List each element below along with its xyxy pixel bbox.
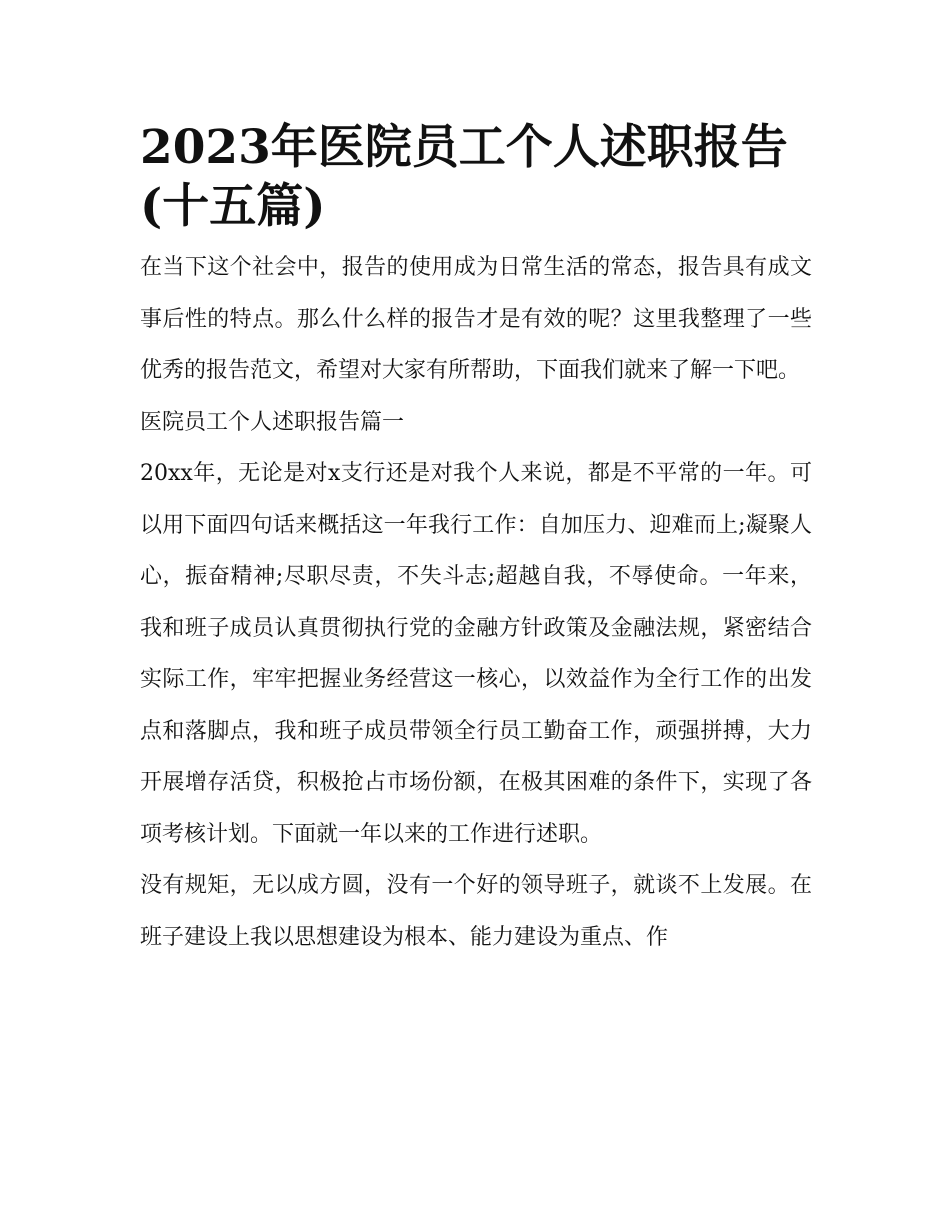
document-title: 2023年医院员工个人述职报告(十五篇) <box>140 120 788 234</box>
body-paragraph: 20xx年，无论是对x支行还是对我个人来说，都是不平常的一年。可以用下面四句话来概括这一年我行工作：自加压力、迎难而上;凝聚人心，振奋精神;尽职尽责，不失斗志;超越自我，不辱使命。一年来，我和班子成员认真贯彻执行党的金融方针政策及金融法规，紧密结合实际工作，牢牢把握业务经营这一核心，以效益作为全行工作的出发点和落脚点，我和班子成员带领全行员工勤奋工作，顽强拼搏，大力开展增存活贷，积极抢占市场份额，在极其困难的条件下，实现了各项考核计划。下面就一年以来的工作进行述职。 <box>140 461 812 847</box>
intro-paragraph: 在当下这个社会中，报告的使用成为日常生活的常态，报告具有成文事后性的特点。那么什么样的报告才是有效的呢？这里我整理了一些优秀的报告范文，希望对大家有所帮助，下面我们就来了解一下吧。 <box>140 255 812 383</box>
document-body <box>140 242 812 963</box>
section-heading: 医院员工个人述职报告篇一 <box>140 409 405 435</box>
document-page <box>140 118 812 963</box>
body-paragraph: 没有规矩，无以成方圆，没有一个好的领导班子，就谈不上发展。在班子建设上我以思想建设为根本、能力建设为重点、作 <box>140 873 812 950</box>
